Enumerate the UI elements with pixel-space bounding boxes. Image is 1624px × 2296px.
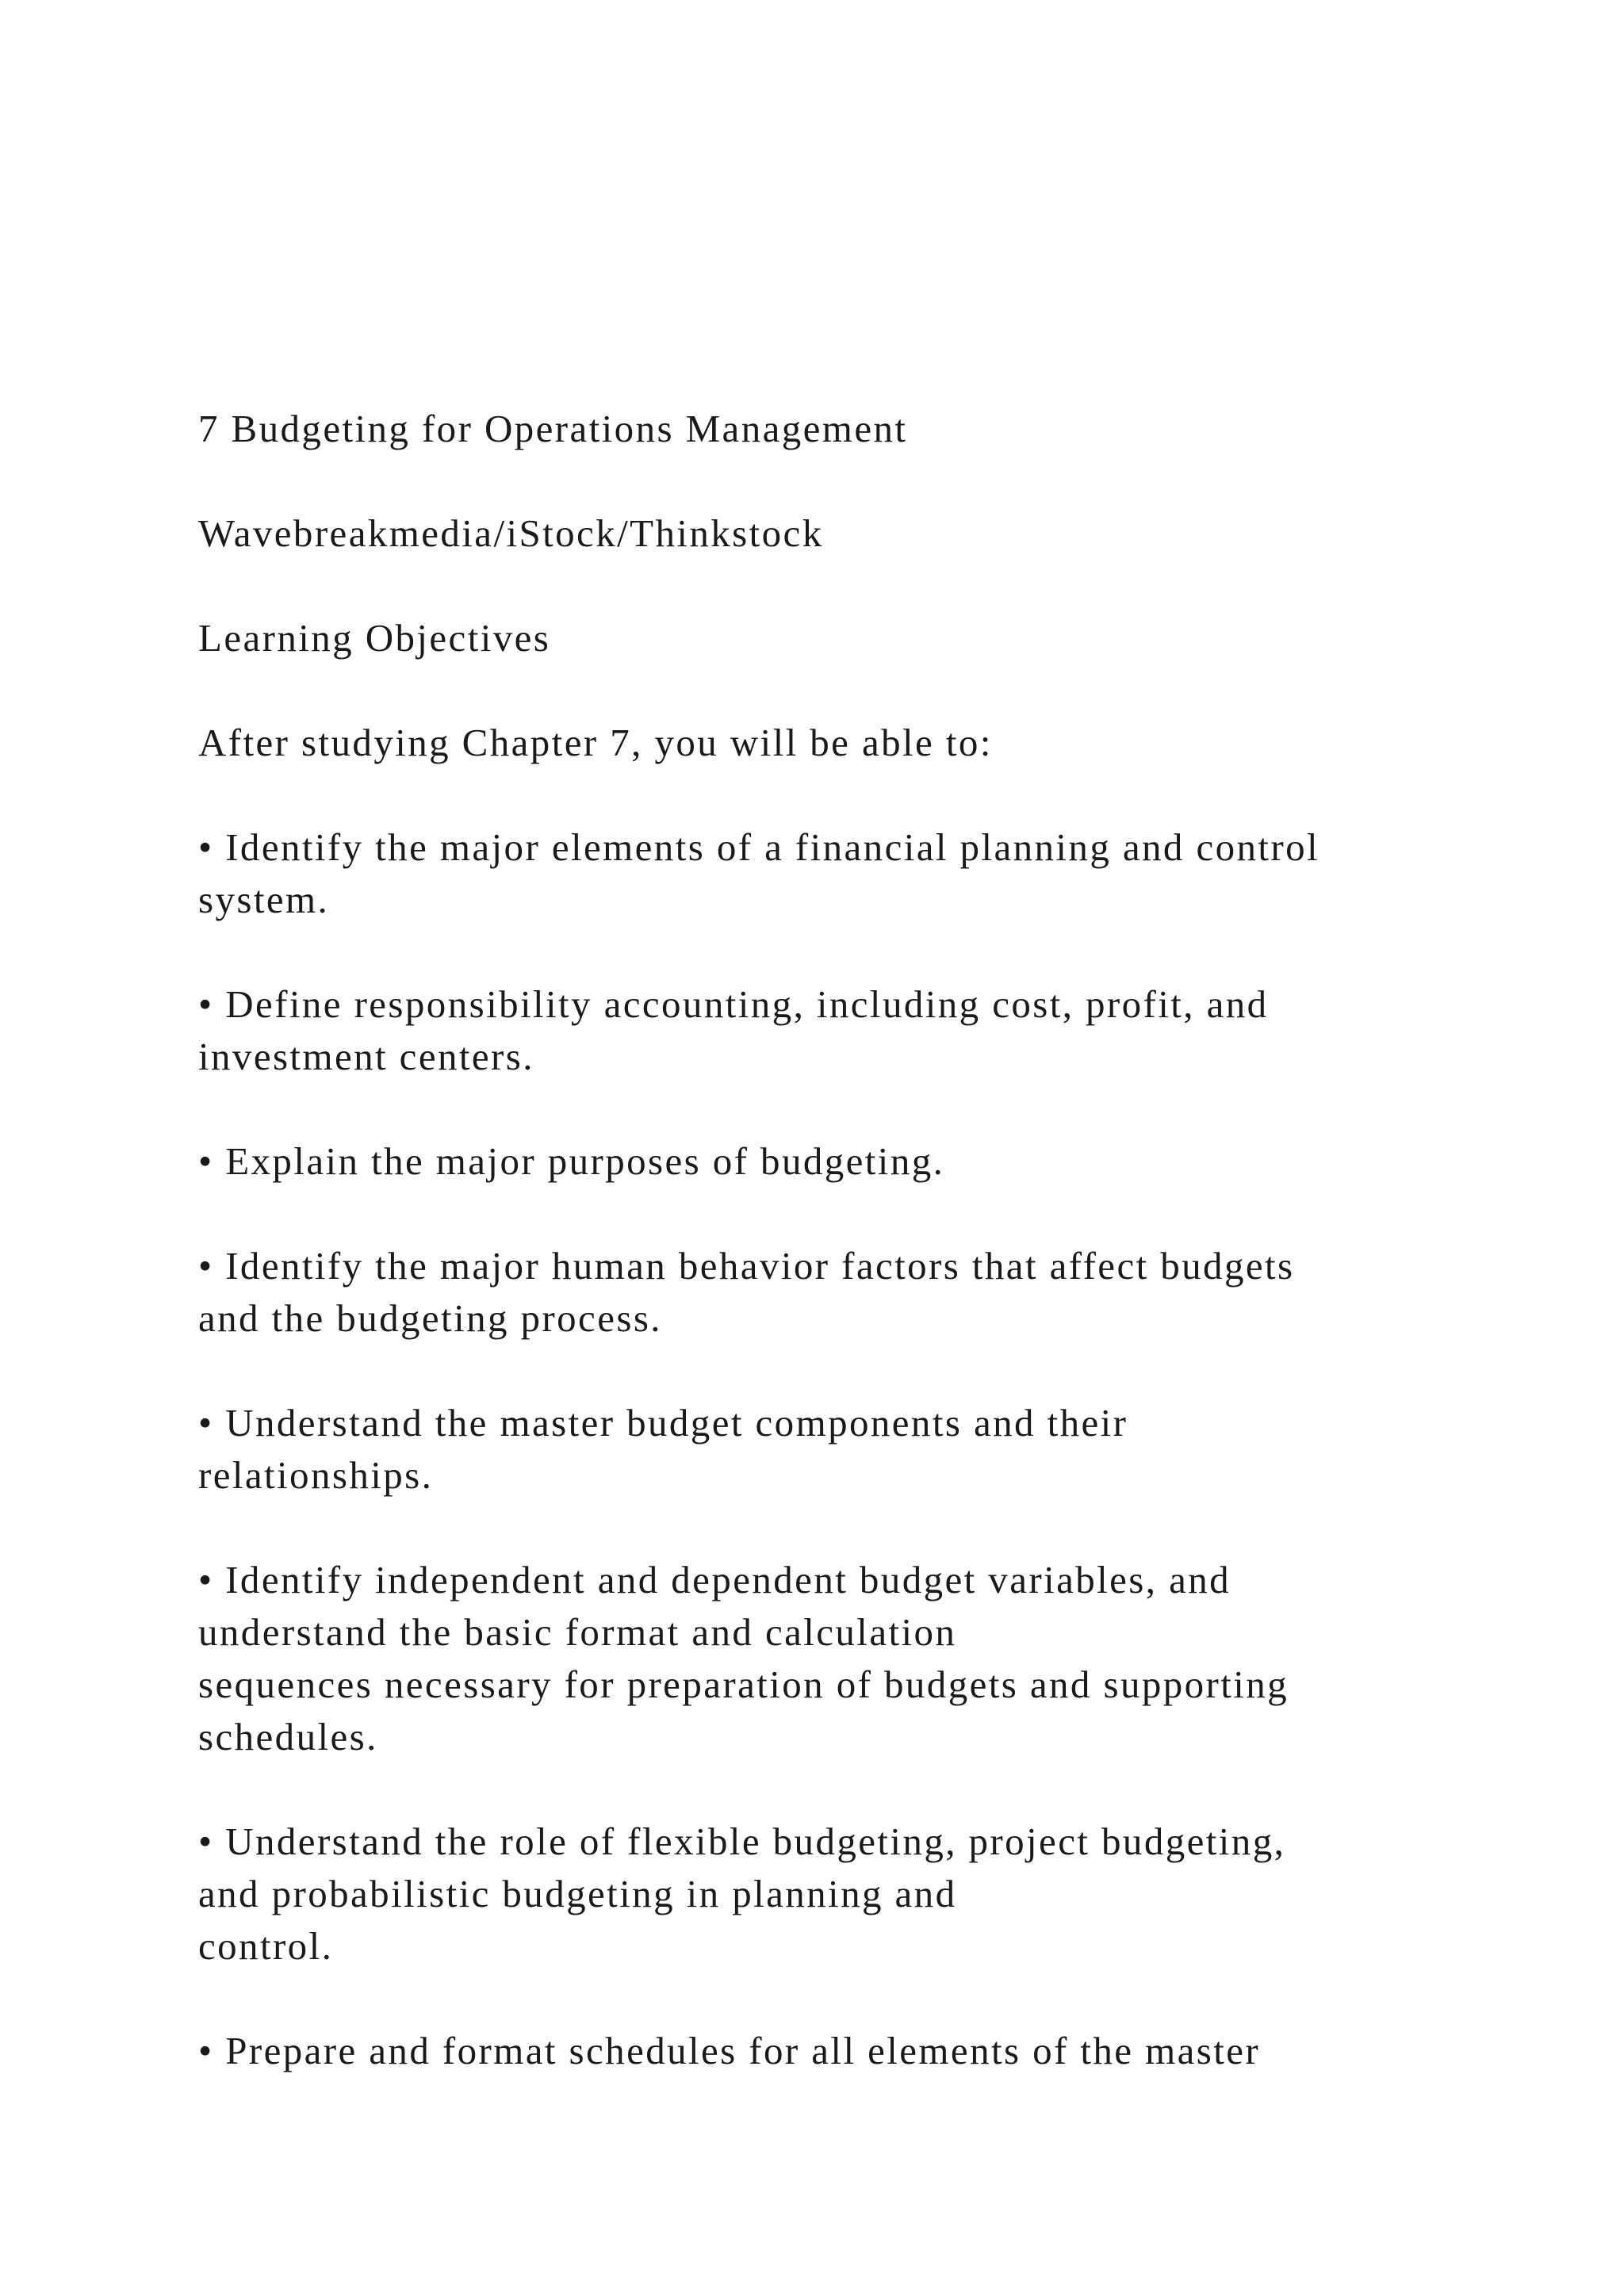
- objective-item: [198, 821, 1530, 926]
- image-credit: [198, 507, 1530, 560]
- intro-paragraph: [198, 717, 1530, 769]
- objective-line: • Identify independent and dependent budget variables, and: [198, 1558, 1231, 1601]
- chapter-heading-text: 7 Budgeting for Operations Management: [198, 407, 908, 450]
- objective-item: [198, 1816, 1530, 1973]
- objective-line: schedules.: [198, 1715, 378, 1758]
- objective-line: system.: [198, 878, 330, 921]
- objective-line: investment centers.: [198, 1035, 534, 1078]
- objective-line: relationships.: [198, 1453, 434, 1497]
- objective-line: control.: [198, 1924, 334, 1968]
- chapter-heading: [198, 403, 1530, 455]
- objective-item: [198, 1240, 1530, 1345]
- objective-item: [198, 1397, 1530, 1502]
- objective-line: • Explain the major purposes of budgeting.: [198, 1139, 945, 1183]
- objective-item: [198, 1554, 1530, 1763]
- objective-line: sequences necessary for preparation of budgets and supporting: [198, 1663, 1289, 1706]
- objective-line: • Define responsibility accounting, including cost, profit, and: [198, 982, 1269, 1026]
- objective-line: and probabilistic budgeting in planning and: [198, 1872, 957, 1915]
- image-credit-text: Wavebreakmedia/iStock/Thinkstock: [198, 511, 824, 555]
- objective-line: • Identify the major elements of a financial planning and control: [198, 825, 1320, 869]
- objective-line: • Understand the master budget components and their: [198, 1401, 1128, 1445]
- objective-line: • Identify the major human behavior factors that affect budgets: [198, 1244, 1295, 1288]
- objective-line: • Understand the role of flexible budgeting, project budgeting,: [198, 1820, 1286, 1863]
- objective-line: • Prepare and format schedules for all elements of the master: [198, 2029, 1261, 2072]
- objective-item: [198, 978, 1530, 1083]
- document-body: [198, 403, 1530, 2130]
- objective-item: [198, 2025, 1530, 2077]
- section-title: [198, 612, 1530, 664]
- objective-item: [198, 1135, 1530, 1188]
- objective-line: and the budgeting process.: [198, 1296, 662, 1340]
- section-title-text: Learning Objectives: [198, 616, 551, 660]
- objective-line: understand the basic format and calculation: [198, 1610, 957, 1654]
- intro-text: After studying Chapter 7, you will be able to:: [198, 721, 993, 764]
